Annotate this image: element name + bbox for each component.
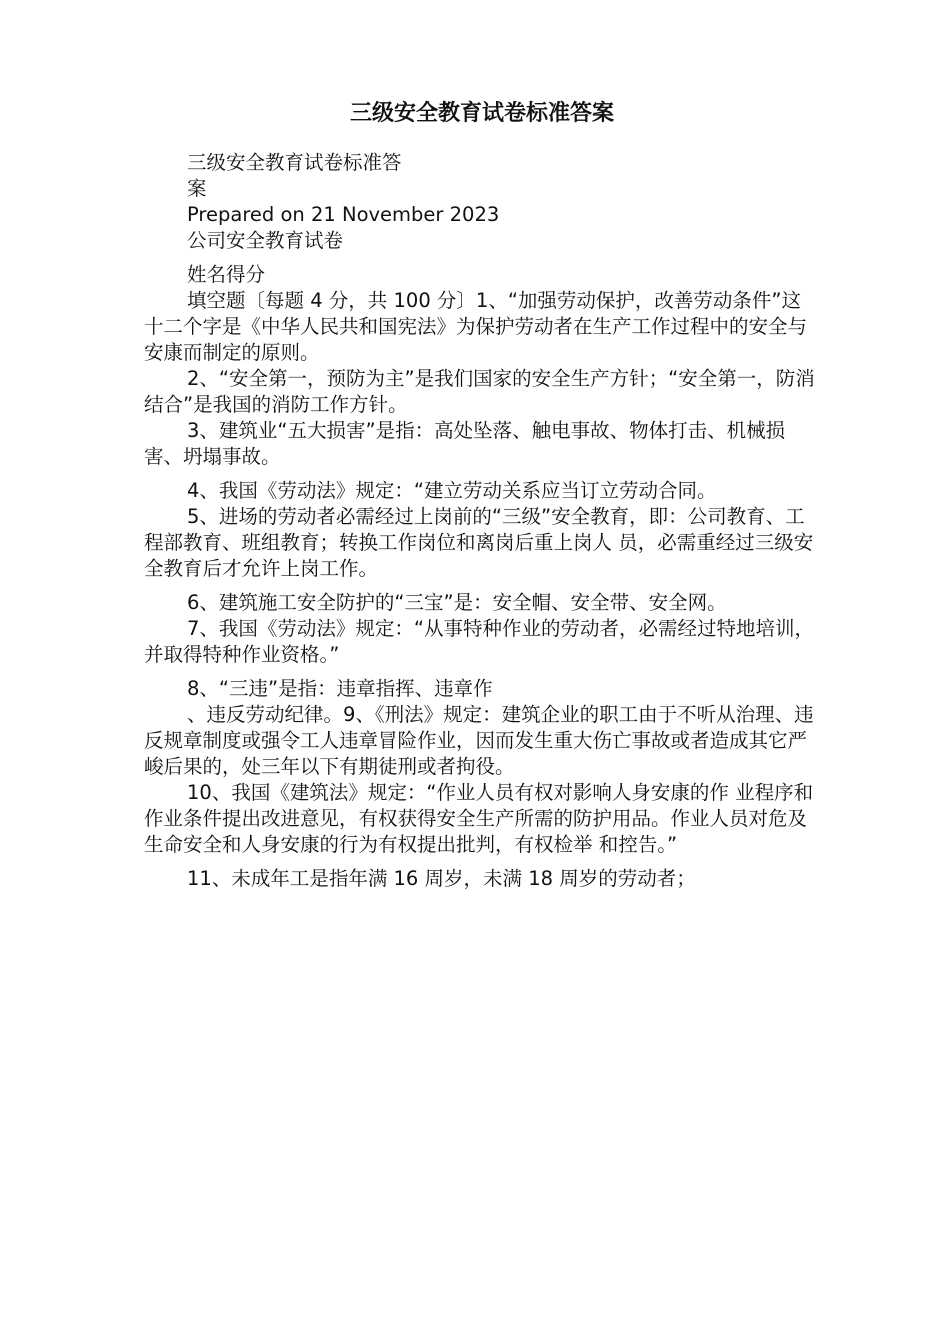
header-line: 三级安全教育试卷标准答 <box>187 151 402 174</box>
paragraph-9: 、违反劳动纪律。9、《刑法》规定：建筑企业的职工由于不听从治理、违反规章制度或强令工人违章冒险作业，因而发生重大伤亡事故或者造成其它严峻后果的，处三年以下有期徒刑或者拘役。 <box>144 703 814 778</box>
paragraph-4: 4、我国《劳动法》规定：“建立劳动关系应当订立劳动合同。 <box>187 479 717 502</box>
paragraph-8: 8、“三违”是指：违章指挥、违章作 <box>187 677 493 700</box>
name-score-line: 姓名得分 <box>187 263 266 286</box>
paragraph-7: 7、我国《劳动法》规定：“从事特种作业的劳动者，必需经过特地培训，并取得特种作业资格。” <box>144 617 815 666</box>
document-title: 三级安全教育试卷标准答案 <box>349 101 614 126</box>
document-header <box>187 150 820 288</box>
header-line: 公司安全教育试卷 <box>187 229 344 252</box>
paragraph-3: 3、建筑业“五大损害”是指：高处坠落、触电事故、物体打击、机械损害、坍塌事故。 <box>144 419 786 468</box>
paragraph-10: 10、我国《建筑法》规定：“作业人员有权对影响人身安康的作 业程序和作业条件提出改进意见，有权获得安全生产所需的防护用品。作业人员对危及生命安全和人身安康的行为有权提出批判，有权检举 和控告。” <box>144 781 814 856</box>
paragraph-5: 5、进场的劳动者必需经过上岗前的“三级”安全教育，即：公司教育、工程部教育、班组教育；转换工作岗位和离岗后重上岗人 员，必需重经过三级安全教育后才允许上岗工作。 <box>144 505 814 580</box>
paragraph-11: 11、未成年工是指年满 16 周岁，未满 18 周岁的劳动者； <box>187 867 696 890</box>
paragraph-6: 6、建筑施工安全防护的“三宝”是：安全帽、安全带、安全网。 <box>187 591 727 614</box>
prepared-date: Prepared on 21 November 2023 <box>187 203 500 226</box>
paragraph-1: 填空题〔每题 4 分，共 100 分〕1、“加强劳动保护，改善劳动条件”这十二个字是《中华人民共和国宪法》为保护劳动者在生产工作过程中的安全与安康而制定的原则。 <box>144 289 808 364</box>
paragraph-2: 2、“安全第一，预防为主”是我们国家的安全生产方针；“安全第一，防消结合”是我国的消防工作方针。 <box>144 367 815 416</box>
header-line: 案 <box>187 177 207 200</box>
